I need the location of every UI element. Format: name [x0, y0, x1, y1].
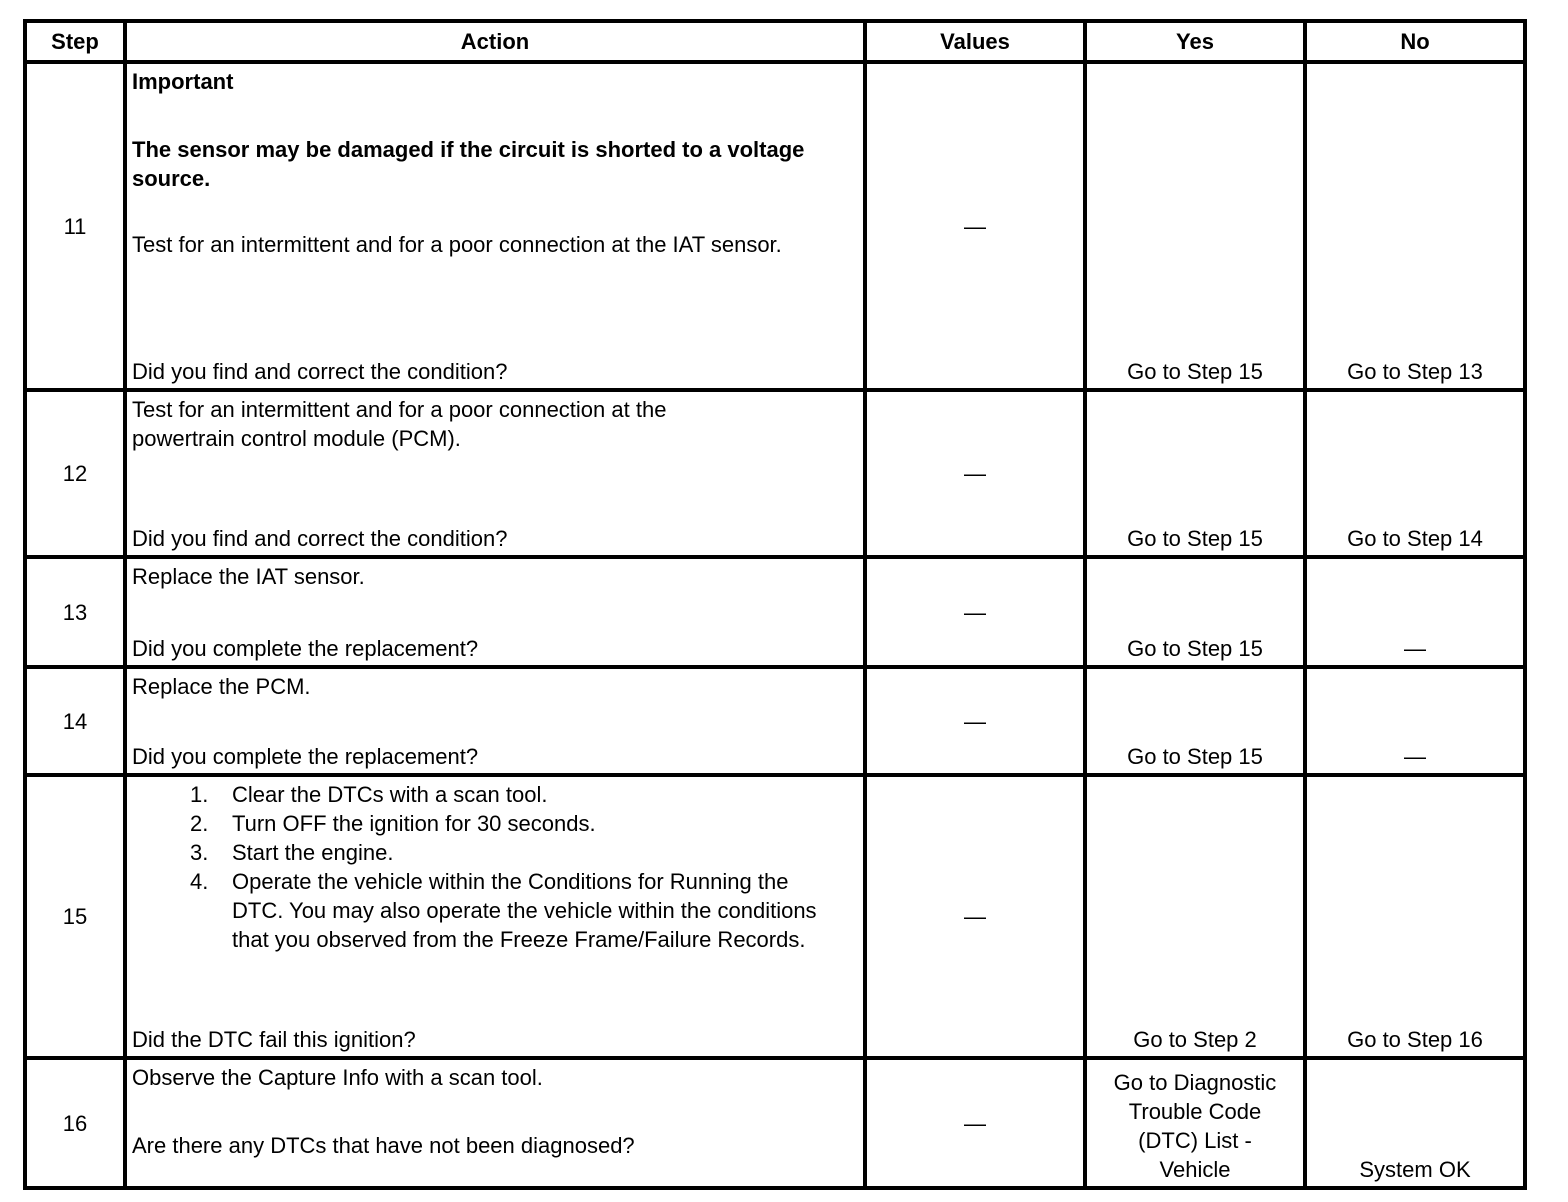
header-no: No: [1305, 21, 1525, 62]
yes-link[interactable]: Go to Step 15: [1085, 62, 1305, 390]
no-link[interactable]: Go to Step 16: [1305, 775, 1525, 1058]
values-cell: —: [865, 1058, 1085, 1188]
no-value: —: [1305, 557, 1525, 667]
action-cell: [125, 557, 865, 667]
table-row: [25, 775, 1525, 1058]
action-cell: [125, 1058, 865, 1188]
action-cell: [125, 667, 865, 775]
values-cell: —: [865, 775, 1085, 1058]
table-row: [25, 62, 1525, 390]
no-value: —: [1305, 667, 1525, 775]
header-row: [25, 21, 1525, 62]
table-row: [25, 390, 1525, 557]
step-number: 15: [25, 775, 125, 1058]
procedure-item: 1. Clear the DTCs with a scan tool.: [190, 782, 548, 807]
yes-link[interactable]: Go to Step 2: [1085, 775, 1305, 1058]
yes-link[interactable]: Go to Step 15: [1085, 667, 1305, 775]
instruction-text: Test for an intermittent and for a poor connection at the IAT sensor.: [132, 232, 782, 257]
procedure-list: [132, 780, 859, 954]
action-cell: [125, 775, 865, 1058]
question-text: Did you find and correct the condition?: [132, 526, 508, 551]
values-cell: —: [865, 62, 1085, 390]
header-yes: Yes: [1085, 21, 1305, 62]
question-text: Did you find and correct the condition?: [132, 359, 508, 384]
step-number: 16: [25, 1058, 125, 1188]
instruction-text: Replace the PCM.: [132, 674, 311, 699]
question-text: Are there any DTCs that have not been diagnosed?: [132, 1133, 635, 1158]
no-value: System OK: [1305, 1058, 1525, 1188]
instruction-text: Observe the Capture Info with a scan tool.: [132, 1065, 543, 1090]
yes-link[interactable]: Go to Diagnostic Trouble Code (DTC) List - Vehicle: [1085, 1058, 1305, 1188]
values-cell: —: [865, 667, 1085, 775]
header-values: Values: [865, 21, 1085, 62]
yes-link[interactable]: Go to Step 15: [1085, 557, 1305, 667]
header-step: Step: [25, 21, 125, 62]
values-cell: —: [865, 390, 1085, 557]
warning-text: The sensor may be damaged if the circuit is shorted to a voltage source.: [132, 137, 805, 191]
no-link[interactable]: Go to Step 14: [1305, 390, 1525, 557]
question-text: Did the DTC fail this ignition?: [132, 1027, 416, 1052]
procedure-item: 4. Operate the vehicle within the Conditions for Running the DTC. You may also operate the vehicle within the conditions that you observed from the Freeze Frame/Failure Records.: [190, 869, 817, 952]
question-text: Did you complete the replacement?: [132, 636, 479, 661]
table-row: [25, 557, 1525, 667]
important-label: Important: [132, 69, 234, 94]
diagnostic-steps-table: [23, 19, 1527, 1190]
table-row: [25, 1058, 1525, 1188]
action-cell: [125, 390, 865, 557]
instruction-text: Replace the IAT sensor.: [132, 564, 365, 589]
header-action: Action: [125, 21, 865, 62]
instruction-text: Test for an intermittent and for a poor connection at the powertrain control module (PCM).: [132, 397, 667, 451]
action-cell: [125, 62, 865, 390]
step-number: 11: [25, 62, 125, 390]
step-number: 12: [25, 390, 125, 557]
procedure-item: 2. Turn OFF the ignition for 30 seconds.: [190, 811, 596, 836]
yes-link[interactable]: Go to Step 15: [1085, 390, 1305, 557]
table-row: [25, 667, 1525, 775]
step-number: 14: [25, 667, 125, 775]
question-text: Did you complete the replacement?: [132, 744, 479, 769]
step-number: 13: [25, 557, 125, 667]
no-link[interactable]: Go to Step 13: [1305, 62, 1525, 390]
procedure-item: 3. Start the engine.: [190, 840, 394, 865]
values-cell: —: [865, 557, 1085, 667]
